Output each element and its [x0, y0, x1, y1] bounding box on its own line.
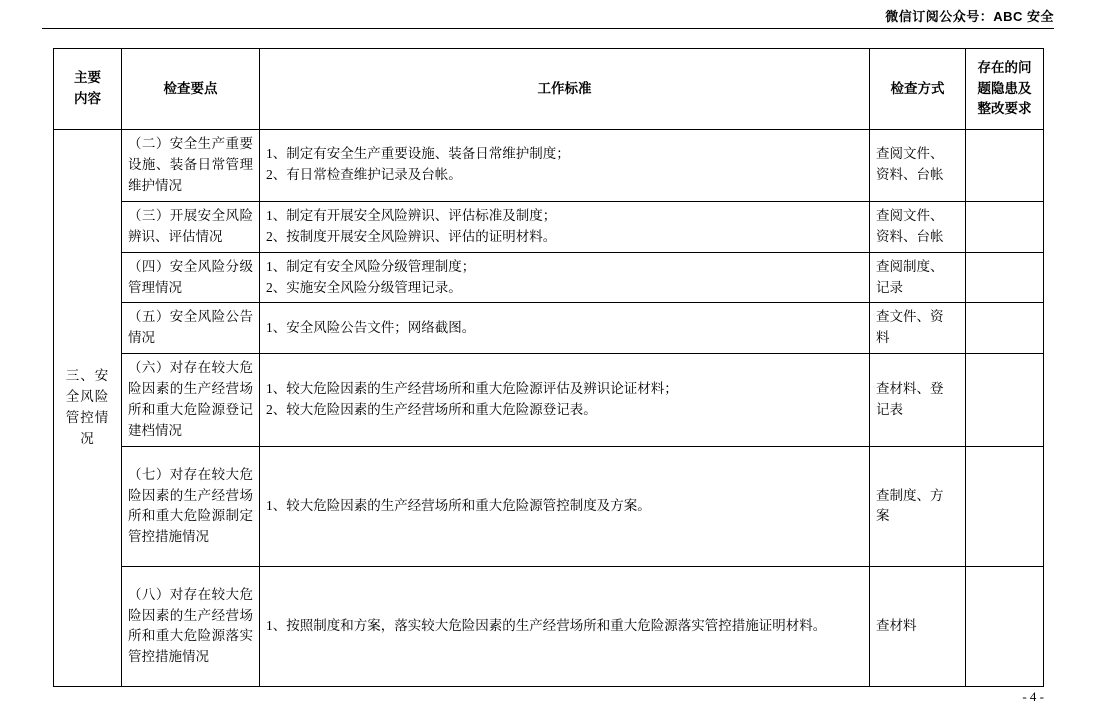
issue-cell[interactable] — [966, 201, 1044, 252]
column-header-issues-line3: 整改要求 — [977, 101, 1032, 117]
table-header-row — [54, 49, 1044, 130]
table-row — [54, 252, 1044, 303]
table-header — [54, 49, 1044, 130]
table-row — [54, 566, 1044, 686]
check-method-line: 查文件、资 — [876, 309, 944, 325]
work-standard-line: 2、有日常检查维护记录及台帐。 — [266, 167, 462, 183]
check-method-line: 记表 — [876, 402, 903, 418]
work-standard-line: 2、实施安全风险分级管理记录。 — [266, 279, 462, 295]
column-header-issues-line1: 存在的问 — [977, 59, 1032, 75]
page-header-watermark: 微信订阅公众号：ABC 安全 — [885, 9, 1054, 24]
check-method-line: 料 — [876, 330, 890, 346]
check-point-cell: （六）对存在较大危险因素的生产经营场所和重大危险源登记建档情况 — [122, 354, 260, 447]
group-label-line3: 管控情 — [65, 409, 110, 425]
check-method-line: 查材料、登 — [876, 381, 944, 397]
work-standard-line: 1、较大危险因素的生产经营场所和重大危险源评估及辨识论证材料； — [266, 381, 678, 397]
table-row — [54, 303, 1044, 354]
table-row — [54, 130, 1044, 202]
table-row — [54, 446, 1044, 566]
column-header-check-points: 检查要点 — [122, 49, 260, 130]
check-point-cell: （五）安全风险公告情况 — [122, 303, 260, 354]
check-method-cell — [870, 354, 966, 447]
work-standard-line: 1、较大危险因素的生产经营场所和重大危险源管控制度及方案。 — [266, 498, 651, 514]
issue-cell[interactable] — [966, 566, 1044, 686]
check-method-cell — [870, 252, 966, 303]
group-label-line4: 况 — [80, 430, 95, 446]
check-point-cell: （七）对存在较大危险因素的生产经营场所和重大危险源制定管控措施情况 — [122, 446, 260, 566]
check-point-cell: （三）开展安全风险辨识、评估情况 — [122, 201, 260, 252]
work-standard-cell — [260, 201, 870, 252]
check-method-line: 查阅文件、 — [876, 146, 944, 162]
column-header-main-content — [54, 49, 122, 130]
group-label-risk-control — [54, 130, 122, 687]
check-method-line: 查材料 — [876, 618, 917, 634]
work-standard-cell — [260, 252, 870, 303]
check-method-cell — [870, 303, 966, 354]
check-method-line: 查阅制度、 — [876, 258, 944, 274]
work-standard-cell — [260, 303, 870, 354]
check-method-cell — [870, 201, 966, 252]
column-header-main-content-line1: 主要 — [74, 70, 101, 86]
header-divider — [42, 28, 1054, 29]
work-standard-cell — [260, 446, 870, 566]
check-point-cell: （四）安全风险分级管理情况 — [122, 252, 260, 303]
column-header-work-standard: 工作标准 — [260, 49, 870, 130]
work-standard-cell — [260, 566, 870, 686]
check-method-cell — [870, 446, 966, 566]
issue-cell[interactable] — [966, 354, 1044, 447]
check-method-line: 查制度、方 — [876, 487, 944, 503]
page-number: - 4 - — [1022, 689, 1044, 704]
group-label-line2: 全风险 — [65, 389, 110, 405]
issue-cell[interactable] — [966, 130, 1044, 202]
work-standard-line: 1、按照制度和方案，落实较大危险因素的生产经营场所和重大危险源落实管控措施证明材料。 — [266, 618, 827, 634]
inspection-checklist-table — [53, 48, 1044, 687]
work-standard-line: 1、制定有安全风险分级管理制度； — [266, 258, 476, 274]
group-label-line1: 三、安 — [65, 368, 110, 384]
work-standard-cell — [260, 130, 870, 202]
table-row — [54, 201, 1044, 252]
work-standard-cell — [260, 354, 870, 447]
check-method-line: 查阅文件、 — [876, 207, 944, 223]
column-header-main-content-line2: 内容 — [74, 91, 101, 106]
work-standard-line: 1、安全风险公告文件；网络截图。 — [266, 319, 476, 335]
check-method-cell — [870, 130, 966, 202]
column-header-issues — [966, 49, 1044, 130]
check-method-line: 案 — [876, 508, 890, 524]
check-method-line: 记录 — [876, 279, 903, 295]
column-header-issues-line2: 题隐患及 — [977, 80, 1032, 96]
check-point-cell: （二）安全生产重要设施、装备日常管理维护情况 — [122, 130, 260, 202]
work-standard-line: 2、较大危险因素的生产经营场所和重大危险源登记表。 — [266, 402, 597, 418]
table-row — [54, 354, 1044, 447]
issue-cell[interactable] — [966, 303, 1044, 354]
column-header-check-method: 检查方式 — [870, 49, 966, 130]
check-point-cell: （八）对存在较大危险因素的生产经营场所和重大危险源落实管控措施情况 — [122, 566, 260, 686]
work-standard-line: 1、制定有开展安全风险辨识、评估标准及制度； — [266, 207, 557, 223]
check-method-cell — [870, 566, 966, 686]
issue-cell[interactable] — [966, 446, 1044, 566]
check-method-line: 资料、台帐 — [876, 228, 944, 244]
issue-cell[interactable] — [966, 252, 1044, 303]
work-standard-line: 2、按制度开展安全风险辨识、评估的证明材料。 — [266, 228, 557, 244]
work-standard-line: 1、制定有安全生产重要设施、装备日常维护制度； — [266, 146, 570, 162]
table-body — [54, 130, 1044, 687]
check-method-line: 资料、台帐 — [876, 167, 944, 183]
